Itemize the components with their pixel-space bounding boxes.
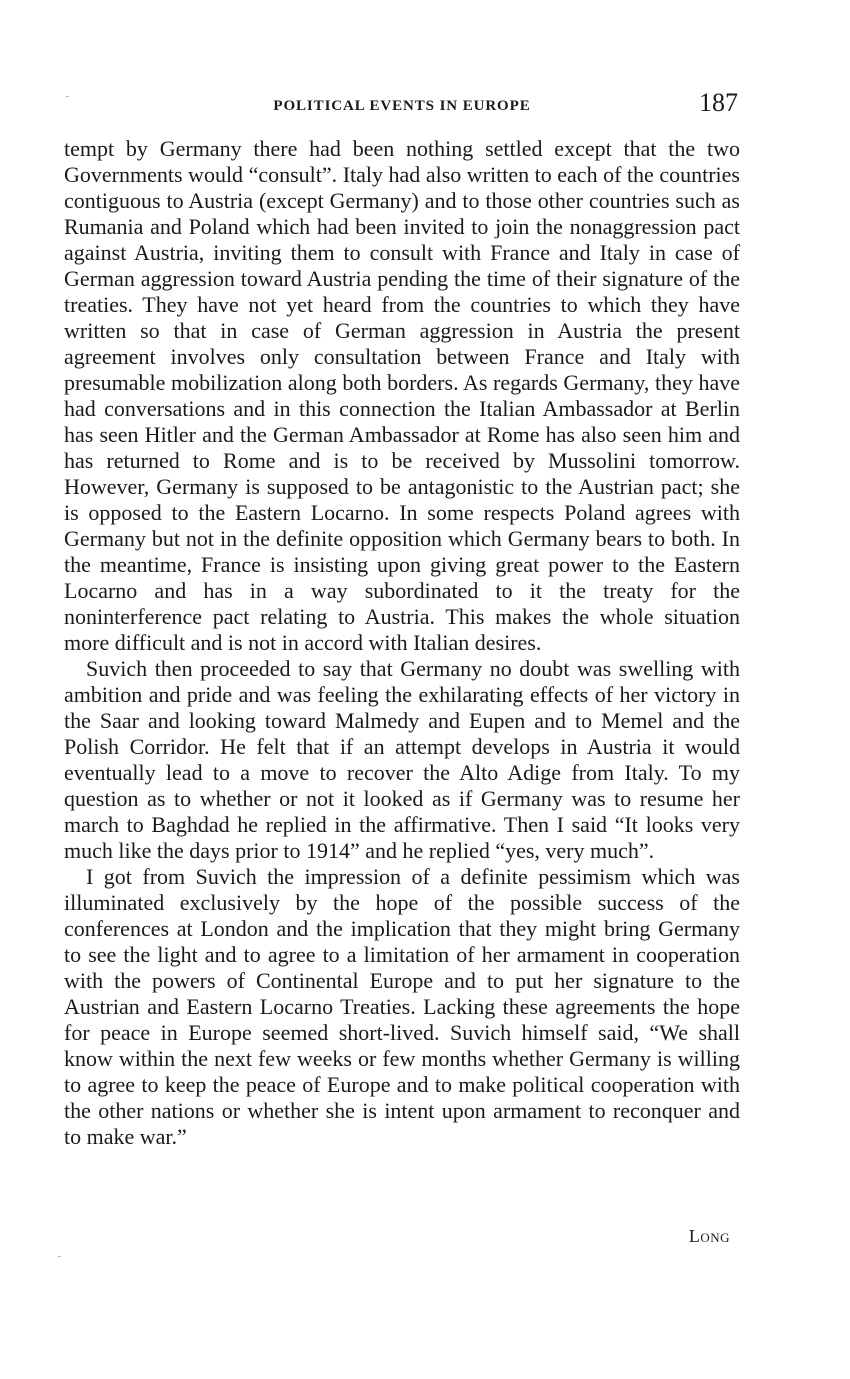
paragraph-continued: tempt by Germany there had been nothing settled except that the two Governments would “consult”. Italy had also written to each of the countries contiguous to Austria (except Germany) and to those other countries such as Rumania and Poland which had been invited to join the nonaggression pact against Austria, inviting them to consult with France and Italy in case of German aggression toward Austria pending the time of their signature of the treaties. They have not yet heard from the countries to which they have written so that in case of German aggression in Austria the present agreement involves only consultation between France and Italy with presumable mobilization along both borders. As regards Germany, they have had conversations and in this connection the Italian Ambassador at Berlin has seen Hitler and the German Ambassador at Rome has also seen him and has returned to Rome and is to be received by Mussolini tomorrow. However, Germany is supposed to be antagonistic to the Austrian pact; she is opposed to the Eastern Locarno. In some respects Poland agrees with Germany but not in the definite opposition which Germany bears to both. In the meantime, France is insisting upon giving great power to the Eastern Locarno and has in a way subordinated to it the treaty for the noninterference pact relating to Austria. This makes the whole situation more difficult and is not in accord with Italian desires. bbox=[64, 136, 740, 655]
signature: Long bbox=[688, 1226, 730, 1246]
paragraph-pessimism: I got from Suvich the impression of a definite pessimism which was illuminated exclusively by the hope of the possible success of the conferences at London and the implication that they might bring Germany to see the light and to agree to a limitation of her armament in cooperation with the powers of Continental Europe and to put her signature to the Austrian and Eastern Locarno Treaties. Lacking these agreements the hope for peace in Europe seemed short-lived. Suvich himself said, “We shall know within the next few weeks or few months whether Germany is willing to agree to keep the peace of Europe and to make political cooperation with the other nations or whether she is intent upon armament to reconquer and to make war.” bbox=[64, 864, 740, 1149]
page-speck bbox=[58, 1256, 61, 1257]
paragraph-suvich-germany: Suvich then proceeded to say that Germany no doubt was swelling with ambition and pride and was feeling the exhilarating effects of her victory in the Saar and looking toward Malmedy and Eupen and to Memel and the Polish Corridor. He felt that if an attempt develops in Austria it would eventually lead to a move to recover the Alto Adige from Italy. To my question as to whether or not it looked as if Germany was to resume her march to Baghdad he replied in the affirmative. Then I said “It looks very much like the days prior to 1914” and he replied “yes, very much”. bbox=[64, 656, 740, 863]
running-title: POLITICAL EVENTS IN EUROPE bbox=[273, 98, 531, 114]
page-number: 187 bbox=[699, 88, 738, 117]
body-text bbox=[64, 136, 740, 1150]
running-head bbox=[64, 88, 740, 122]
